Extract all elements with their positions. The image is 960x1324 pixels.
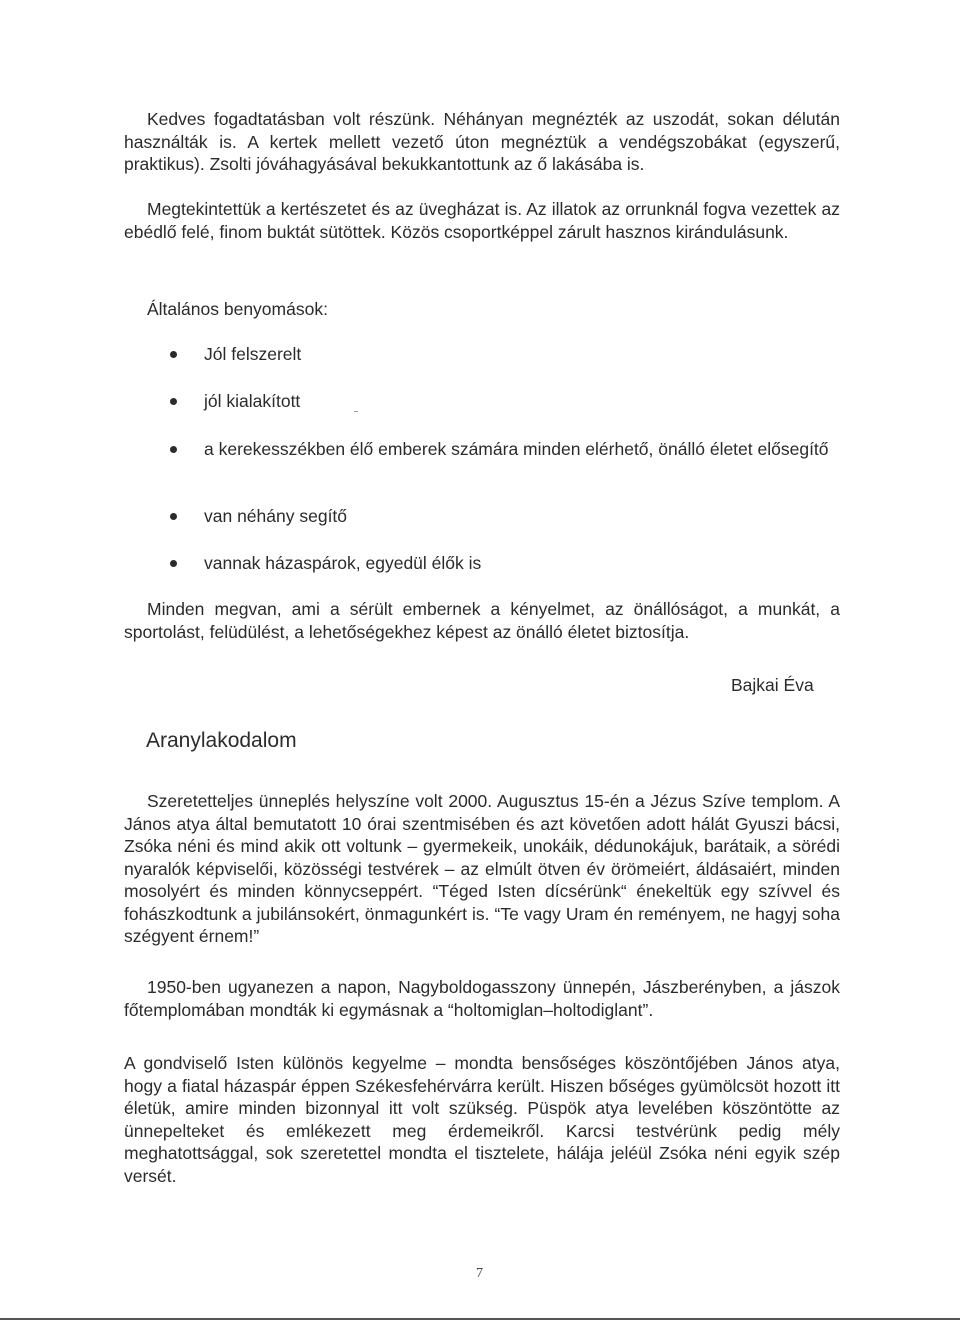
paragraph-garden: Megtekintettük a kertészetet és az üvegházat is. Az illatok az orrunknál fogva vezettek az ebédlő felé, finom buktát sütöttek. Közös csoportképpel zárult hasznos kirándulásunk.	[124, 199, 840, 242]
page-number: 7	[476, 1266, 483, 1281]
list-item: vannak házaspárok, egyedül élők is	[170, 552, 842, 575]
bullet-icon	[170, 398, 177, 405]
paragraph-summary: Minden megvan, ami a sérült embernek a kényelmet, az önállóságot, a munkát, a sportolást, felüdülést, a lehetőségekhez képest az önálló életet biztosítja.	[124, 599, 840, 642]
author-signature: Bajkai Éva	[731, 675, 814, 695]
impressions-heading: Általános benyomások:	[147, 299, 328, 319]
list-item: a kerekesszékben élő emberek számára minden elérhető, önálló életet elősegítő	[170, 438, 842, 461]
bullet-icon	[170, 560, 177, 567]
bullet-icon	[170, 351, 177, 358]
list-item: van néhány segítő	[170, 505, 842, 528]
paragraph-visit: Kedves fogadtatásban volt részünk. Néhányan megnézték az uszodát, sokan délután használták is. A kertek mellett vezető úton megnéztük a vendégszobákat (egyszerű, praktikus). Zsolti jóváhagyásával bekukkantottunk az ő lakásába is.	[124, 109, 840, 174]
paragraph-celebration: Szeretetteljes ünneplés helyszíne volt 2000. Augusztus 15-én a Jézus Szíve templom. A János atya által bemutatott 10 órai szentmisében és azt követően adott hálát Gyuszi bácsi, Zsóka néni és mind akik ott voltunk – gyermekeik, unokáik, dédunokájuk, barátaik, a sörédi nyaralók képviselői, közösségi testvérek – az elmúlt ötven év örömeiért, áldásaiért, minden mosolyért és minden könnycseppért. “Téged Isten dícsérünk“ énekeltük egy szívvel és fohászkodtunk a jubilánsokért, önmagunkért is. “Te vagy Uram én reményem, ne hagyj soha szégyent érnem!”	[124, 791, 840, 946]
paragraph-1950: 1950-ben ugyanezen a napon, Nagyboldogasszony ünnepén, Jászberényben, a jászok főtemplomában mondták ki egymásnak a “holtomiglan–holtodiglant”.	[124, 977, 840, 1020]
scan-edge-line	[0, 1318, 960, 1320]
bullet-icon	[170, 513, 177, 520]
list-item: jól kialakított	[170, 390, 842, 413]
section-title: Aranylakodalom	[146, 729, 297, 752]
scan-speck	[354, 411, 358, 412]
bullet-icon	[170, 446, 177, 453]
paragraph-greeting: A gondviselő Isten különös kegyelme – mondta bensőséges köszöntőjében János atya, hogy a fiatal házaspár éppen Székesfehérvárra került. Hiszen bőséges gyümölcsöt hozott itt életük, amire minden bizonnyal itt volt szükség. Püspök atya levelében köszöntötte az ünnepelteket és emlékezett meg érdemeikről. Karcsi testvérünk pedig mély meghatottsággal, sok szeretettel mondta el tisztelete, hálája jeléül Zsóka néni egyik szép versét.	[124, 1053, 840, 1186]
list-item: Jól felszerelt	[170, 343, 842, 366]
